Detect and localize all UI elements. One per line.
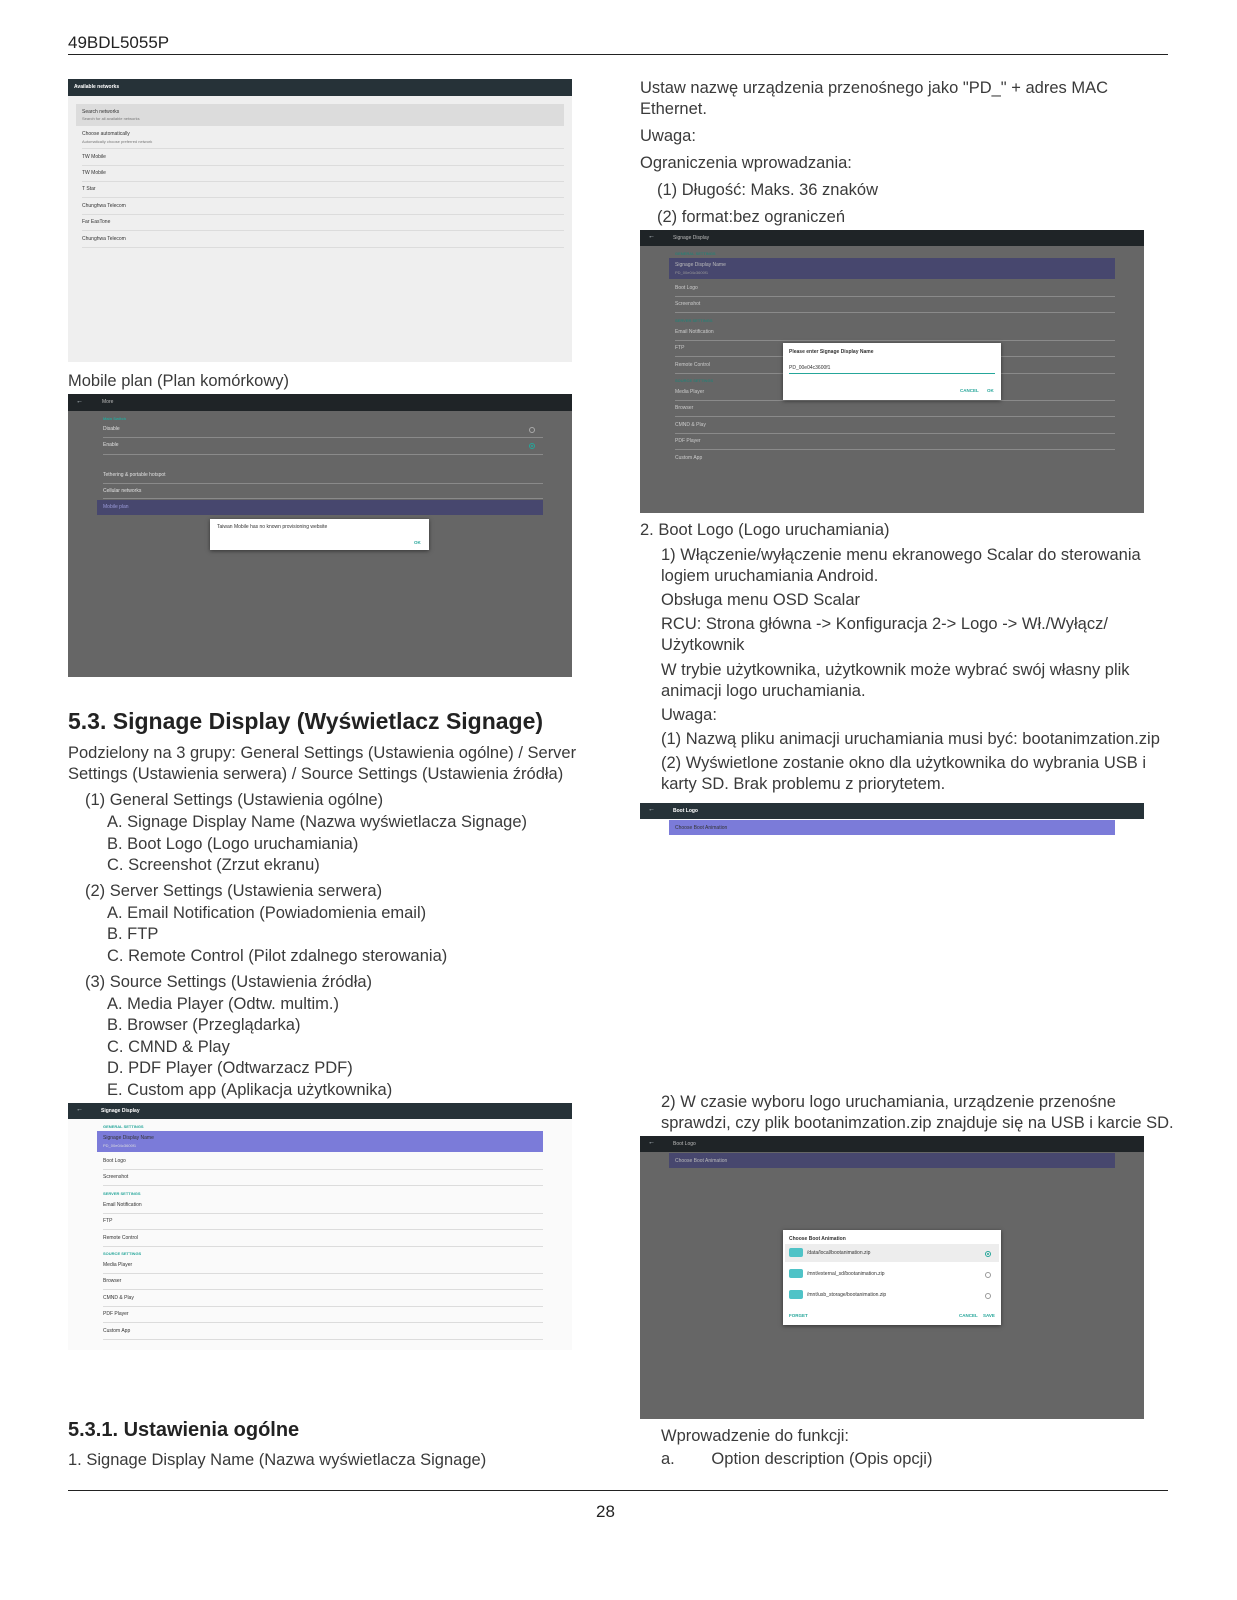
disable-option[interactable]: Disable xyxy=(103,426,120,432)
paragraph: Obsługa menu OSD Scalar xyxy=(661,591,861,609)
screen-title: Signage Display xyxy=(673,235,710,241)
screen-title: More xyxy=(102,399,114,405)
group-source: (3) Source Settings (Ustawienia źródła) xyxy=(85,973,373,991)
display-name-item[interactable]: Signage Display Name xyxy=(675,262,726,268)
usb-icon xyxy=(789,1290,803,1299)
ok-button[interactable]: OK xyxy=(414,540,421,545)
paragraph: Ustaw nazwę urządzenia przenośnego jako "PD_" + adres MAC xyxy=(640,79,1108,97)
paragraph: (1) Nazwą pliku animacji uruchamiania musi być: bootanimzation.zip xyxy=(661,730,1160,748)
display-name-input[interactable]: PD_00e04c3600f1 xyxy=(789,365,831,371)
signage-display-screenshot xyxy=(68,1103,572,1350)
general-settings-category: GENERAL SETTINGS xyxy=(675,251,716,256)
display-name-highlight[interactable] xyxy=(669,258,1115,279)
ftp-item[interactable]: FTP xyxy=(103,1218,113,1224)
back-arrow-icon[interactable]: ← xyxy=(648,233,655,240)
pdf-player-item[interactable]: PDF Player xyxy=(675,438,701,444)
section-heading-5-3: 5.3. Signage Display (Wyświetlacz Signage) xyxy=(68,708,544,734)
screenshot-item[interactable]: Screenshot xyxy=(103,1174,129,1180)
list-item: E. Custom app (Aplikacja użytkownika) xyxy=(107,1081,393,1099)
choose-boot-animation-item[interactable]: Choose Boot Animation xyxy=(675,1158,728,1164)
list-item: C. Remote Control (Pilot zdalnego sterowania) xyxy=(107,947,448,965)
network-item[interactable]: TW Mobile xyxy=(82,170,106,176)
input-underline xyxy=(789,373,995,374)
radio-file[interactable] xyxy=(985,1251,991,1257)
app-bar xyxy=(640,230,1144,246)
page-number: 28 xyxy=(596,1502,615,1521)
divider xyxy=(103,1229,543,1230)
divider xyxy=(675,296,1115,297)
cmnd-play-item[interactable]: CMND & Play xyxy=(103,1295,134,1301)
list-item: A. Email Notification (Powiadomienia email) xyxy=(107,904,427,922)
divider xyxy=(675,312,1115,313)
subsection-heading-5-3-1: 5.3.1. Ustawienia ogólne xyxy=(68,1419,300,1441)
intro-line: Podzielony na 3 grupy: General Settings (Ustawienia ogólne) / Server xyxy=(68,744,577,762)
media-player-item[interactable]: Media Player xyxy=(675,389,705,395)
back-arrow-icon[interactable]: ← xyxy=(76,1106,83,1113)
ok-button[interactable]: OK xyxy=(987,388,994,393)
group-server: (2) Server Settings (Ustawienia serwera) xyxy=(85,882,383,900)
app-bar xyxy=(640,1136,1144,1152)
network-item[interactable]: T Star xyxy=(82,186,96,192)
cellular-item[interactable]: Cellular networks xyxy=(103,488,142,494)
boot-logo-item[interactable]: Boot Logo xyxy=(103,1158,126,1164)
mobile-plan-item[interactable]: Mobile plan xyxy=(103,504,129,510)
mobile-plan-caption: Mobile plan (Plan komórkowy) xyxy=(68,372,290,390)
intro-line: Settings (Ustawienia serwera) / Source Settings (Ustawienia źródła) xyxy=(68,765,564,783)
divider xyxy=(82,165,564,166)
paragraph: W trybie użytkownika, użytkownik może wybrać swój własny plik xyxy=(661,661,1130,679)
app-bar xyxy=(68,394,572,411)
mobile-plan-highlight[interactable] xyxy=(97,500,543,515)
email-notification-item[interactable]: Email Notification xyxy=(675,329,714,335)
divider xyxy=(103,1169,543,1170)
server-settings-category: SERVER SETTINGS xyxy=(675,318,713,323)
radio-enable[interactable] xyxy=(529,443,535,449)
list-item: A. Signage Display Name (Nazwa wyświetlacza Signage) xyxy=(107,813,528,831)
media-player-item[interactable]: Media Player xyxy=(103,1262,133,1268)
choose-auto-sub: Automatically choose preferred network xyxy=(82,139,153,144)
provisioning-dialog xyxy=(210,519,429,550)
custom-app-item[interactable]: Custom App xyxy=(103,1328,131,1334)
choose-auto-label[interactable]: Choose automatically xyxy=(82,131,130,137)
list-item: C. Screenshot (Zrzut ekranu) xyxy=(107,856,320,874)
custom-app-item[interactable]: Custom App xyxy=(675,455,703,461)
paragraph: Użytkownik xyxy=(661,636,745,654)
paragraph: (2) Wyświetlone zostanie okno dla użytkownika do wybrania USB i xyxy=(661,754,1146,772)
screen-title: Boot Logo xyxy=(673,808,698,814)
forget-button[interactable]: FORGET xyxy=(789,1313,808,1318)
divider xyxy=(103,1322,543,1323)
paragraph: animacji logo uruchamiania. xyxy=(661,682,866,700)
screenshot-item[interactable]: Screenshot xyxy=(675,301,701,307)
source-settings-category: SOURCE SETTINGS xyxy=(103,1251,142,1256)
display-name-item[interactable]: Signage Display Name xyxy=(103,1135,154,1141)
divider xyxy=(82,148,564,149)
numbered-item-2: 2. Boot Logo (Logo uruchamiania) xyxy=(640,521,890,539)
footer-rule xyxy=(68,1490,1168,1491)
divider xyxy=(675,449,1115,450)
sd-card-icon xyxy=(789,1269,803,1278)
divider xyxy=(675,340,1115,341)
pdf-player-item[interactable]: PDF Player xyxy=(103,1311,129,1317)
divider xyxy=(82,214,564,215)
network-item[interactable]: Chunghwa Telecom xyxy=(82,203,126,209)
browser-item[interactable]: Browser xyxy=(675,405,694,411)
paragraph: karty SD. Brak problemu z priorytetem. xyxy=(661,775,946,793)
list-item: B. Browser (Przeglądarka) xyxy=(107,1016,301,1034)
dialog-title: Please enter Signage Display Name xyxy=(789,349,874,355)
save-button[interactable]: SAVE xyxy=(983,1313,995,1318)
radio-file[interactable] xyxy=(985,1293,991,1299)
file-path[interactable]: /data/local/bootanimation.zip xyxy=(807,1250,871,1256)
choose-boot-animation-screenshot xyxy=(640,1136,1144,1419)
note-label: Uwaga: xyxy=(661,706,717,724)
app-bar xyxy=(68,1103,572,1119)
cmnd-play-item[interactable]: CMND & Play xyxy=(675,422,706,428)
screen-title: Signage Display xyxy=(101,1108,140,1114)
remote-control-item[interactable]: Remote Control xyxy=(103,1235,139,1241)
app-bar xyxy=(68,79,572,96)
divider xyxy=(103,483,543,484)
display-name-value: PD_00e04c3600f1 xyxy=(675,270,709,275)
list-item: D. PDF Player (Odtwarzacz PDF) xyxy=(107,1059,353,1077)
group-general: (1) General Settings (Ustawienia ogólne) xyxy=(85,791,384,809)
option-description: a. Option description (Opis opcji) xyxy=(661,1450,933,1468)
paragraph: RCU: Strona główna -> Konfiguracja 2-> Logo -> Wł./Wyłącz/ xyxy=(661,615,1108,633)
display-name-highlight[interactable] xyxy=(97,1131,543,1152)
list-item: B. Boot Logo (Logo uruchamiania) xyxy=(107,835,359,853)
screen-title: Boot Logo xyxy=(673,1141,696,1147)
divider xyxy=(675,433,1115,434)
available-networks-screenshot xyxy=(68,79,572,362)
display-name-value: PD_00e04c3600f1 xyxy=(103,1143,137,1148)
search-networks-sub: Search for all available networks xyxy=(82,116,140,121)
divider xyxy=(82,230,564,231)
file-path[interactable]: /mnt/usb_storage/bootanimation.zip xyxy=(807,1292,887,1298)
paragraph: 2) W czasie wyboru logo uruchamiania, urządzenie przenośne xyxy=(661,1093,1116,1111)
back-arrow-icon[interactable]: ← xyxy=(76,398,83,405)
paragraph: Ethernet. xyxy=(640,100,707,118)
page-header-model: 49BDL5055P xyxy=(68,33,170,52)
tethering-item[interactable]: Tethering & portable hotspot xyxy=(103,472,166,478)
back-arrow-icon[interactable]: ← xyxy=(648,1139,655,1146)
divider xyxy=(103,1273,543,1274)
divider xyxy=(103,437,543,438)
choose-boot-animation-item[interactable]: Choose Boot Animation xyxy=(675,825,728,831)
email-notification-item[interactable]: Email Notification xyxy=(103,1202,142,1208)
network-item[interactable]: Chunghwa Telecom xyxy=(82,236,126,242)
display-name-dialog-screenshot xyxy=(640,230,1144,513)
choose-boot-animation-dialog xyxy=(783,1230,1001,1325)
header-rule xyxy=(68,54,1168,55)
display-name-dialog xyxy=(783,343,1001,400)
divider xyxy=(82,197,564,198)
browser-item[interactable]: Browser xyxy=(103,1278,122,1284)
divider xyxy=(103,498,543,499)
mobile-plan-screenshot xyxy=(68,394,572,677)
boot-logo-item[interactable]: Boot Logo xyxy=(675,285,698,291)
divider xyxy=(82,247,564,248)
search-networks-label: Search networks xyxy=(82,109,120,115)
divider xyxy=(675,416,1115,417)
divider xyxy=(103,1246,543,1247)
numbered-item-1: 1. Signage Display Name (Nazwa wyświetlacza Signage) xyxy=(68,1451,487,1469)
list-item: B. FTP xyxy=(107,925,159,943)
network-item[interactable]: Far EasTone xyxy=(82,219,111,225)
paragraph: sprawdzi, czy plik bootanimzation.zip znajduje się na USB i karcie SD. xyxy=(661,1114,1174,1132)
back-arrow-icon[interactable]: ← xyxy=(648,806,655,813)
divider xyxy=(103,1185,543,1186)
cancel-button[interactable]: CANCEL xyxy=(960,388,979,393)
radio-file[interactable] xyxy=(985,1272,991,1278)
paragraph: logiem uruchamiania Android. xyxy=(661,567,879,585)
divider xyxy=(82,181,564,182)
divider xyxy=(103,1289,543,1290)
file-icon xyxy=(789,1248,803,1257)
source-settings-category: SOURCE SETTINGS xyxy=(675,378,714,383)
note-label: Uwaga: xyxy=(640,127,696,145)
file-path[interactable]: /mnt/external_sd/bootanimation.zip xyxy=(807,1271,885,1277)
limit-item: (1) Długość: Maks. 36 znaków xyxy=(657,181,879,199)
network-item[interactable]: TW Mobile xyxy=(82,154,106,160)
main-switch-category: Main Switch xyxy=(103,416,127,421)
radio-disable[interactable] xyxy=(529,427,535,433)
dialog-message: Taiwan Mobile has no known provisioning website xyxy=(217,524,328,530)
choose-boot-animation-highlight[interactable] xyxy=(669,1153,1115,1168)
limit-item: (2) format:bez ograniczeń xyxy=(657,208,846,226)
ftp-item[interactable]: FTP xyxy=(675,345,685,351)
general-settings-category: GENERAL SETTINGS xyxy=(103,1124,144,1129)
choose-boot-animation-highlight[interactable] xyxy=(669,820,1115,835)
divider xyxy=(103,1213,543,1214)
app-bar xyxy=(640,803,1144,819)
dialog-title: Choose Boot Animation xyxy=(789,1236,846,1242)
divider xyxy=(675,400,1115,401)
enable-option[interactable]: Enable xyxy=(103,442,119,448)
boot-logo-screenshot xyxy=(640,803,1144,1086)
server-settings-category: SERVER SETTINGS xyxy=(103,1191,141,1196)
divider xyxy=(103,1339,543,1340)
paragraph: Wprowadzenie do funkcji: xyxy=(661,1427,850,1445)
limits-label: Ograniczenia wprowadzania: xyxy=(640,154,852,172)
divider xyxy=(103,1306,543,1307)
cancel-button[interactable]: CANCEL xyxy=(959,1313,978,1318)
list-item: A. Media Player (Odtw. multim.) xyxy=(107,995,339,1013)
search-networks-row[interactable] xyxy=(76,104,564,126)
list-item: C. CMND & Play xyxy=(107,1038,230,1056)
divider xyxy=(103,454,543,455)
paragraph: 1) Włączenie/wyłączenie menu ekranowego Scalar do sterowania xyxy=(661,546,1141,564)
screen-title: Available networks xyxy=(74,84,120,90)
remote-control-item[interactable]: Remote Control xyxy=(675,362,711,368)
